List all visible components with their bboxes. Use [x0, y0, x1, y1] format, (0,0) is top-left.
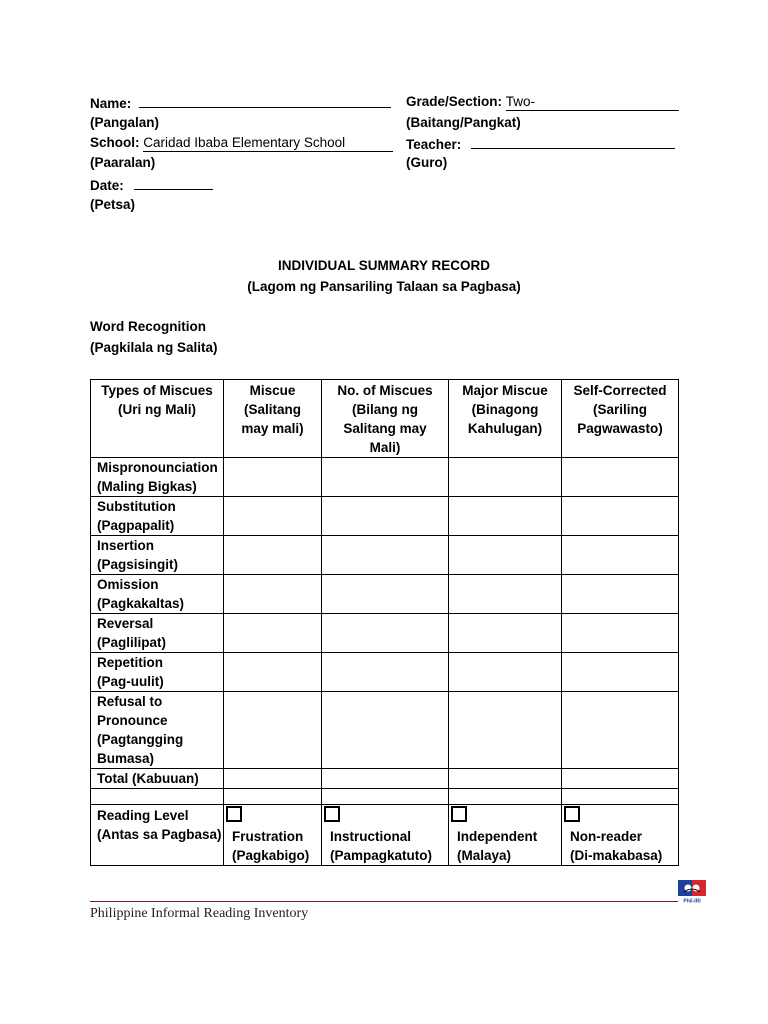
grade-label: Grade/Section: — [406, 94, 503, 109]
header-types-of-miscues — [91, 380, 224, 458]
table-cell[interactable] — [224, 458, 322, 497]
page-title: INDIVIDUAL SUMMARY RECORD — [277, 258, 490, 273]
table-cell[interactable] — [562, 692, 679, 769]
instructional-checkbox[interactable] — [324, 806, 340, 822]
footer-text: Philippine Informal Reading Inventory — [90, 906, 309, 921]
table-cell[interactable] — [224, 769, 322, 789]
table-row — [91, 575, 679, 614]
row-label-text: (Maling Bigkas) — [97, 479, 197, 494]
reading-level-label-text: (Antas sa Pagbasa) — [97, 827, 222, 842]
option-label: Instructional — [330, 829, 412, 844]
table-cell[interactable] — [449, 458, 562, 497]
footer-rule — [90, 901, 678, 902]
frustration-checkbox[interactable] — [226, 806, 242, 822]
row-label — [91, 497, 224, 536]
row-label — [91, 575, 224, 614]
logo-text: Phil-IRI — [683, 898, 701, 904]
spacer-cell — [449, 789, 562, 805]
date-label: Date: — [90, 178, 124, 193]
grade-sub: (Baitang/Pangkat) — [406, 115, 521, 130]
row-label-text: Omission — [97, 577, 159, 592]
school-row — [90, 135, 393, 152]
phil-iri-logo-icon — [678, 878, 706, 904]
header-no-of-miscues — [322, 380, 449, 458]
table-row — [91, 692, 679, 769]
header-text: (Binagong — [471, 402, 539, 417]
reading-level-frustration[interactable] — [224, 805, 322, 866]
table-cell[interactable] — [449, 614, 562, 653]
header-text: (Bilang ng — [352, 402, 418, 417]
total-label: Total (Kabuuan) — [91, 769, 224, 789]
table-cell[interactable] — [449, 497, 562, 536]
header-text: Salitang may — [343, 421, 427, 436]
option-label: Non-reader — [570, 829, 643, 844]
table-cell[interactable] — [322, 458, 449, 497]
table-cell[interactable] — [322, 692, 449, 769]
reading-level-independent[interactable] — [449, 805, 562, 866]
table-header-row — [91, 380, 679, 458]
table-row — [91, 497, 679, 536]
row-label-text: Repetition — [97, 655, 163, 670]
reading-level-row — [91, 805, 679, 866]
row-label-text: (Pagtangging — [97, 732, 184, 747]
section-heading: Word Recognition — [90, 319, 206, 334]
name-label: Name: — [90, 96, 132, 111]
spacer-cell — [562, 789, 679, 805]
header-miscue — [224, 380, 322, 458]
row-label — [91, 458, 224, 497]
header-text: (Salitang — [243, 402, 301, 417]
independent-checkbox[interactable] — [451, 806, 467, 822]
name-field[interactable] — [139, 94, 391, 108]
date-row — [90, 176, 213, 193]
option-label: Frustration — [232, 829, 304, 844]
header-text: Mali) — [369, 440, 401, 455]
table-cell[interactable] — [449, 575, 562, 614]
date-field[interactable] — [134, 176, 213, 190]
table-cell[interactable] — [449, 653, 562, 692]
option-label: Independent — [457, 829, 538, 844]
grade-row — [406, 94, 679, 111]
header-text: Kahulugan) — [467, 421, 543, 436]
row-label — [91, 614, 224, 653]
header-text: Miscue — [249, 383, 296, 398]
table-cell[interactable] — [224, 536, 322, 575]
table-cell[interactable] — [562, 458, 679, 497]
row-label-text: (Paglilipat) — [97, 635, 167, 650]
school-label: School: — [90, 135, 140, 150]
table-cell[interactable] — [562, 614, 679, 653]
section-subheading: (Pagkilala ng Salita) — [90, 340, 218, 355]
table-cell[interactable] — [449, 769, 562, 789]
row-label — [91, 536, 224, 575]
header-text: (Sariling — [592, 402, 647, 417]
row-label-text: Insertion — [97, 538, 155, 553]
option-label: (Malaya) — [457, 848, 512, 863]
table-cell[interactable] — [322, 497, 449, 536]
option-label: (Pampagkatuto) — [330, 848, 433, 863]
name-row — [90, 94, 391, 111]
table-cell[interactable] — [562, 769, 679, 789]
row-label-text: Refusal to — [97, 694, 163, 709]
school-value: Caridad Ibaba Elementary School — [143, 135, 346, 150]
reading-level-instructional[interactable] — [322, 805, 449, 866]
name-sub: (Pangalan) — [90, 115, 160, 130]
table-cell[interactable] — [562, 653, 679, 692]
row-label — [91, 653, 224, 692]
reading-level-label-text: Reading Level — [97, 808, 189, 823]
spacer-cell — [224, 789, 322, 805]
table-cell[interactable] — [322, 653, 449, 692]
header-text: (Uri ng Mali) — [118, 402, 196, 417]
table-cell[interactable] — [224, 497, 322, 536]
date-sub: (Petsa) — [90, 197, 136, 212]
spacer-cell — [322, 789, 449, 805]
row-label-text: Pronounce — [97, 713, 168, 728]
teacher-label: Teacher: — [406, 137, 462, 152]
table-cell[interactable] — [322, 536, 449, 575]
school-field[interactable] — [143, 135, 393, 152]
table-cell[interactable] — [562, 536, 679, 575]
option-label: (Di-makabasa) — [570, 848, 663, 863]
teacher-sub: (Guro) — [406, 155, 448, 170]
table-row — [91, 458, 679, 497]
header-text: may mali) — [241, 421, 304, 436]
table-cell[interactable] — [322, 614, 449, 653]
grade-value: Two- — [505, 94, 536, 109]
header-text: Pagwawasto) — [577, 421, 663, 436]
header-text: Self-Corrected — [573, 383, 667, 398]
reading-level-non-reader[interactable] — [562, 805, 679, 866]
table-cell[interactable] — [224, 614, 322, 653]
header-text: No. of Miscues — [337, 383, 433, 398]
table-cell[interactable] — [562, 497, 679, 536]
non-reader-checkbox[interactable] — [564, 806, 580, 822]
reading-level-label — [91, 805, 224, 866]
table-row — [91, 536, 679, 575]
table-cell[interactable] — [322, 769, 449, 789]
table-cell[interactable] — [224, 575, 322, 614]
word-recognition-table — [90, 379, 679, 866]
header-major-miscue — [449, 380, 562, 458]
header-text: Major Miscue — [462, 383, 548, 398]
row-label-text: Substitution — [97, 499, 176, 514]
page-subtitle: (Lagom ng Pansariling Talaan sa Pagbasa) — [247, 279, 521, 294]
row-label-text: Bumasa) — [97, 751, 155, 766]
row-label — [91, 692, 224, 769]
table-row — [91, 653, 679, 692]
table-cell[interactable] — [322, 575, 449, 614]
table-cell[interactable] — [224, 653, 322, 692]
table-row — [91, 614, 679, 653]
row-label-text: (Pagsisingit) — [97, 557, 179, 572]
row-label-text: Mispronounciation — [97, 460, 218, 475]
row-label-text: (Pag-uulit) — [97, 674, 164, 689]
school-sub: (Paaralan) — [90, 155, 156, 170]
teacher-field[interactable] — [471, 135, 675, 149]
row-label-text: (Pagpapalit) — [97, 518, 175, 533]
teacher-row — [406, 135, 675, 152]
header-self-corrected — [562, 380, 679, 458]
row-label-text: Reversal — [97, 616, 154, 631]
total-row — [91, 769, 679, 789]
spacer-row — [91, 789, 679, 805]
table-cell[interactable] — [449, 536, 562, 575]
table-cell[interactable] — [224, 692, 322, 769]
table-cell[interactable] — [449, 692, 562, 769]
header-text: Types of Miscues — [101, 383, 213, 398]
grade-field[interactable] — [506, 94, 679, 111]
option-label: (Pagkabigo) — [232, 848, 310, 863]
table-cell[interactable] — [562, 575, 679, 614]
spacer-cell — [91, 789, 224, 805]
row-label-text: (Pagkakaltas) — [97, 596, 185, 611]
